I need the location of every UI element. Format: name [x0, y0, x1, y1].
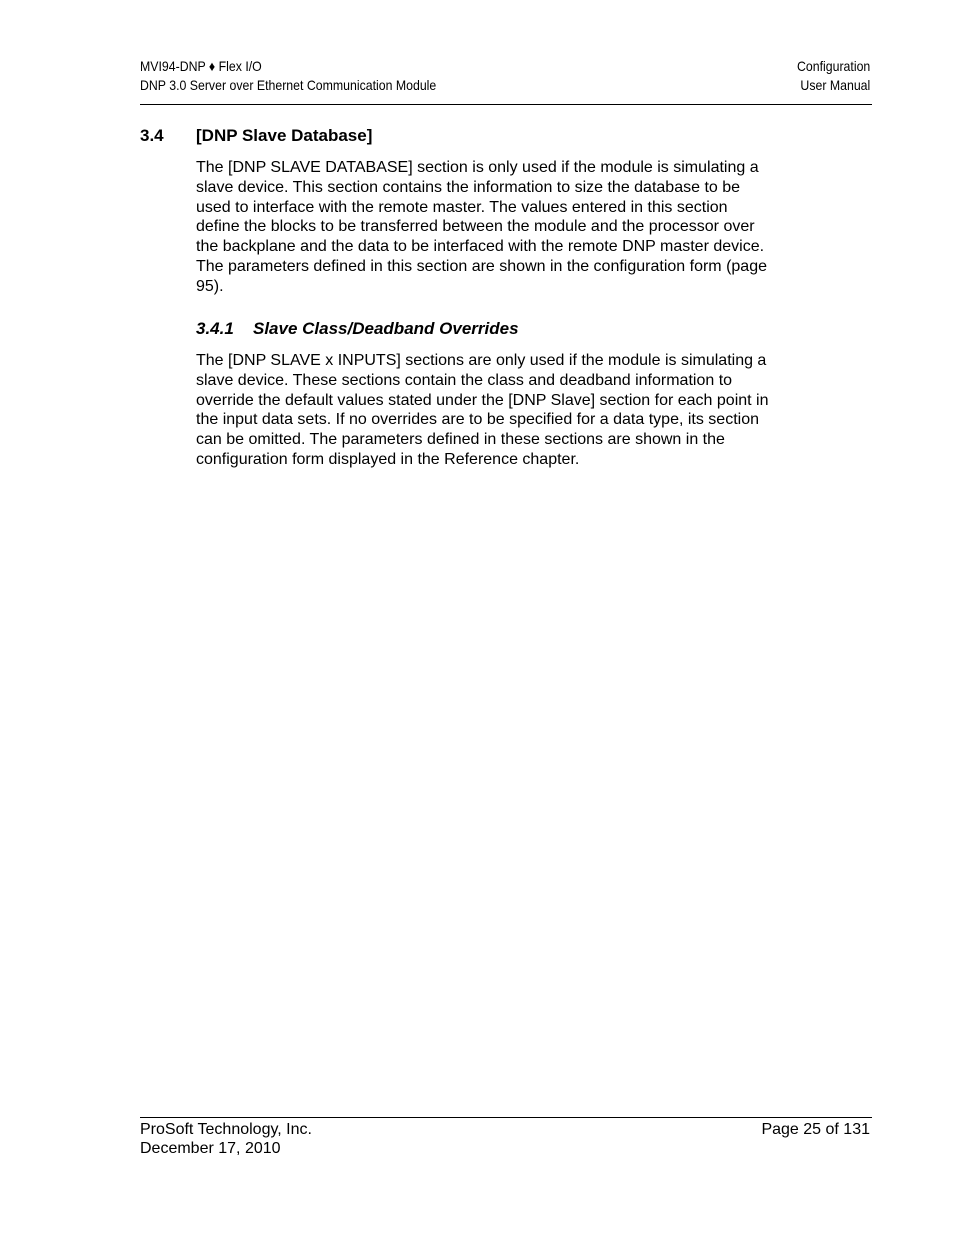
section-title: [DNP Slave Database]	[196, 126, 373, 145]
paragraph-line: configuration form displayed in the Reference chapter.	[196, 450, 580, 468]
footer-company: ProSoft Technology, Inc.	[140, 1121, 312, 1138]
header-product-name: MVI94-DNP ♦ Flex I/O	[140, 58, 262, 74]
paragraph-line: the backplane and the data to be interfaced with the remote DNP master device.	[196, 238, 765, 256]
page-footer-right	[761, 1120, 870, 1139]
paragraph-line: slave device. This section contains the information to size the database to be	[196, 178, 741, 196]
paragraph-line: The [DNP SLAVE x INPUTS] sections are only used if the module is simulating a	[196, 352, 767, 369]
paragraph-line: used to interface with the remote master. The values entered in this section	[196, 198, 728, 216]
footer-page-number: Page 25 of 131	[761, 1121, 870, 1138]
subsection-number: 3.4.1	[196, 319, 234, 338]
paragraph-line: override the default values stated under the [DNP Slave] section for each point in	[196, 391, 769, 409]
header-document-type: User Manual	[800, 77, 870, 93]
paragraph-line: 95).	[196, 277, 224, 295]
footer-date: December 17, 2010	[140, 1140, 281, 1157]
section-paragraph	[196, 158, 816, 297]
page-footer-left	[140, 1120, 312, 1158]
paragraph-line: slave device. These sections contain the class and deadband information to	[196, 371, 733, 389]
section-number: 3.4	[140, 126, 164, 145]
subsection-title: Slave Class/Deadband Overrides	[253, 319, 519, 338]
page-header-left	[140, 57, 436, 95]
page-header-right	[797, 57, 870, 95]
paragraph-line: define the blocks to be transferred between the module and the processor over	[196, 218, 755, 236]
header-chapter-name: Configuration	[796, 58, 870, 74]
footer-divider	[140, 1117, 872, 1118]
paragraph-line: The parameters defined in this section are shown in the configuration form (page	[196, 257, 767, 275]
paragraph-line: the input data sets. If no overrides are to be specified for a data type, its section	[196, 411, 759, 429]
paragraph-line: can be omitted. The parameters defined in these sections are shown in the	[196, 431, 725, 449]
subsection-heading	[196, 319, 519, 339]
paragraph-line: The [DNP SLAVE DATABASE] section is only used if the module is simulating a	[196, 159, 759, 176]
header-product-description: DNP 3.0 Server over Ethernet Communication Module	[140, 77, 437, 93]
subsection-paragraph	[196, 351, 816, 470]
header-divider	[140, 104, 872, 105]
